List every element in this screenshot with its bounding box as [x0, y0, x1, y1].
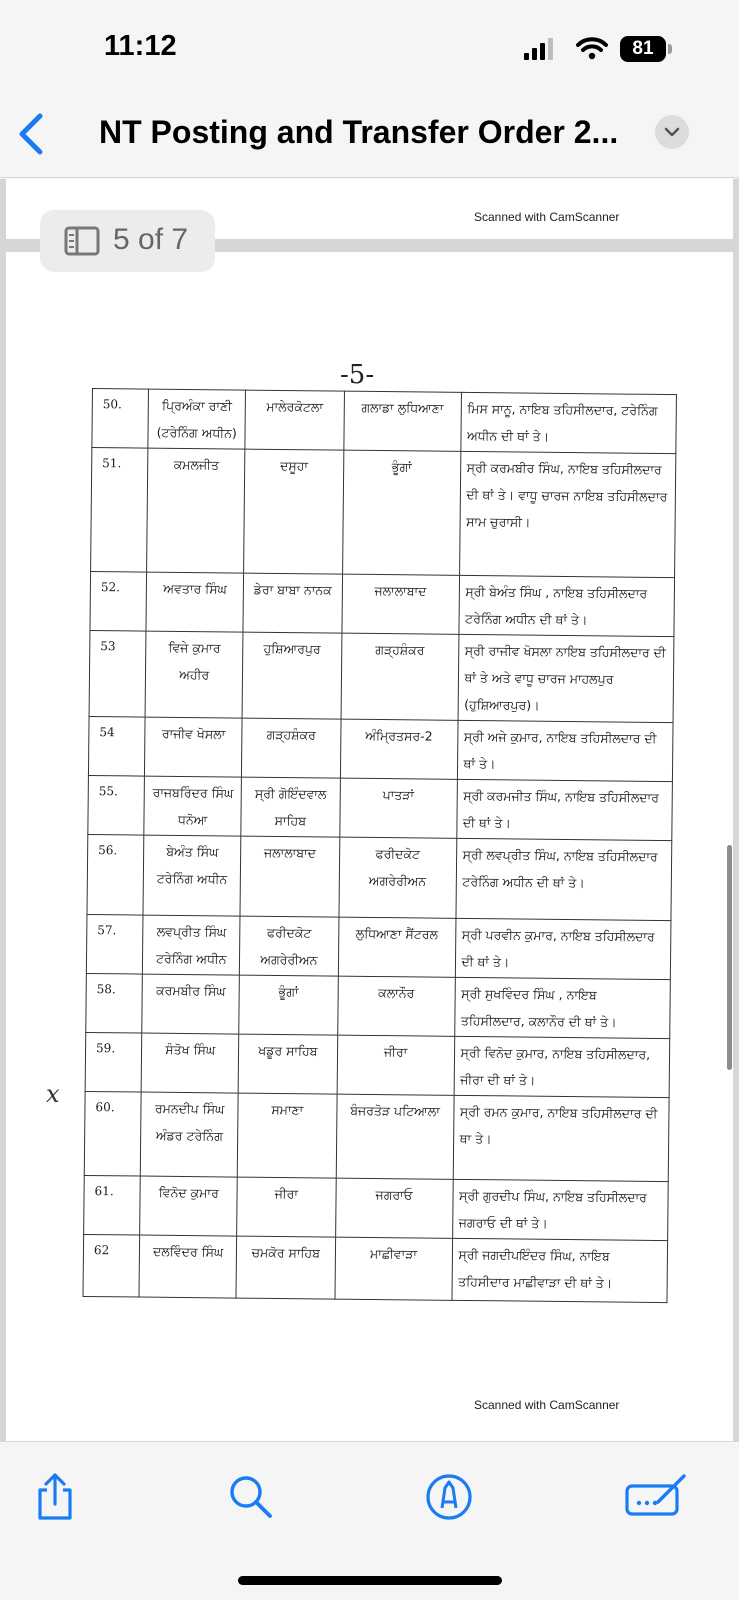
remarks-cell: ਸ੍ਰੀ ਕਰਮਜੀਤ ਸਿੰਘ, ਨਾਇਬ ਤਹਿਸੀਲਦਾਰ ਦੀ ਥਾਂ ਤੇ।: [456, 779, 672, 840]
to-posting-cell: ਪਾਤੜਾਂ: [340, 778, 457, 838]
remarks-cell: ਸ੍ਰੀ ਵਿਨੋਦ ਕੁਮਾਰ, ਨਾਇਬ ਤਹਿਸੀਲਦਾਰ, ਜੀਰਾ ਦੀ ਥਾਂ ਤੇ।: [454, 1036, 670, 1097]
table-row: [87, 834, 672, 920]
table-row: [88, 775, 673, 840]
table-row: [86, 914, 671, 979]
home-indicator: [238, 1576, 502, 1585]
from-posting-cell: ਭੂੰਗਾਂ: [239, 975, 338, 1035]
to-posting-cell: ਗਲਾਡਾ ਲੁਧਿਆਣਾ: [344, 391, 461, 451]
officer-name-cell: ਪ੍ਰਿਅੰਕਾ ਰਾਣੀ (ਟਰੇਨਿੰਗ ਅਧੀਨ): [148, 389, 245, 449]
to-posting-cell: ਮਾਛੀਵਾੜਾ: [335, 1237, 452, 1300]
table-row: [88, 716, 673, 781]
page-indicator-label: 5 of 7: [113, 223, 189, 256]
officer-name-cell: ਕਰਮਬੀਰ ਸਿੰਘ: [142, 974, 239, 1034]
table-row: [89, 630, 674, 722]
table-row: [86, 973, 671, 1038]
table-row: [90, 571, 675, 636]
serial-cell: 60.: [84, 1091, 141, 1176]
remarks-cell: ਸ੍ਰੀ ਲਵਪ੍ਰੀਤ ਸਿੰਘ, ਨਾਇਬ ਤਹਿਸੀਲਦਾਰ ਟਰੇਨਿੰਗ ਅਧੀਨ ਦੀ ਥਾਂ ਤੇ।: [455, 838, 671, 920]
from-posting-cell: ਖਡੂਰ ਸਾਹਿਬ: [238, 1034, 337, 1094]
remarks-cell: ਸ੍ਰੀ ਸੁਖਵਿੰਦਰ ਸਿੰਘ , ਨਾਇਬ ਤਹਿਸੀਲਦਾਰ, ਕਲਾਨੌਰ ਦੀ ਥਾਂ ਤੇ।: [454, 977, 670, 1038]
serial-cell: 61.: [84, 1175, 141, 1235]
officer-name-cell: ਬੇਅੰਤ ਸਿੰਘ ਟਰੇਨਿੰਗ ਅਧੀਨ: [143, 835, 240, 916]
scrollbar[interactable]: [727, 845, 732, 1070]
battery-icon: [620, 36, 672, 62]
annotate-button[interactable]: [624, 1472, 690, 1524]
to-posting-cell: ਅੰਮ੍ਰਿਤਸਰ-2: [340, 719, 457, 779]
table-row: [84, 1091, 669, 1181]
remarks-cell: ਸ੍ਰੀ ਜਗਦੀਪਇੰਦਰ ਸਿੰਘ, ਨਾਇਬ ਤਹਿਸੀਦਾਰ ਮਾਛੀਵਾੜਾ ਦੀ ਥਾਂ ਤੇ।: [451, 1238, 667, 1302]
serial-cell: 52.: [90, 571, 147, 631]
from-posting-cell: ਦਸੂਹਾ: [244, 449, 344, 574]
to-posting-cell: ਗੜ੍ਹਸ਼ੰਕਰ: [341, 633, 459, 720]
officer-name-cell: ਦਲਵਿੰਦਰ ਸਿੰਘ: [139, 1235, 236, 1298]
chevron-down-icon: [664, 126, 680, 138]
wifi-icon: [576, 36, 608, 60]
serial-cell: 59.: [85, 1032, 142, 1092]
serial-cell: 58.: [86, 973, 143, 1033]
to-posting-cell: ਫਰੀਦਕੋਟ ਅਗਰੇਰੀਅਨ: [339, 837, 457, 918]
to-posting-cell: ਲੁਧਿਆਣਾ ਸੈਂਟਰਲ: [338, 917, 455, 977]
back-button[interactable]: [14, 110, 50, 158]
to-posting-cell: ਜਲਾਲਾਬਾਦ: [342, 574, 459, 634]
page-number-mark: -5-: [340, 360, 375, 390]
table-row: [92, 389, 677, 454]
from-posting-cell: ਸਮਾਣਾ: [237, 1093, 337, 1178]
share-button[interactable]: [32, 1472, 84, 1524]
to-posting-cell: ਜਗਰਾਓ: [335, 1178, 452, 1238]
scan-watermark: Scanned with CamScanner: [474, 1398, 620, 1412]
serial-cell: 51.: [91, 448, 149, 573]
officer-name-cell: ਰਾਜੀਵ ਖੋਸਲਾ: [145, 717, 242, 777]
table-row: [83, 1234, 668, 1302]
remarks-cell: ਸ੍ਰੀ ਪਰਵੀਨ ਕੁਮਾਰ, ਨਾਇਬ ਤਹਿਸੀਲਦਾਰ ਦੀ ਥਾਂ ਤੇ।: [455, 918, 671, 979]
title-menu-button[interactable]: [655, 115, 689, 149]
from-posting-cell: ਚਮਕੋਰ ਸਾਹਿਬ: [236, 1236, 335, 1299]
page-indicator[interactable]: [40, 210, 215, 272]
to-posting-cell: ਜੀਰਾ: [337, 1035, 454, 1095]
to-posting-cell: ਭੂੰਗਾਂ: [342, 450, 460, 575]
from-posting-cell: ਡੇਰਾ ਬਾਬਾ ਨਾਨਕ: [243, 573, 342, 633]
remarks-cell: ਸ੍ਰੀ ਬੇਅੰਤ ਸਿੰਘ , ਨਾਇਬ ਤਹਿਸੀਲਦਾਰ ਟਰੇਨਿੰਗ ਅਧੀਨ ਦੀ ਥਾਂ ਤੇ।: [458, 575, 674, 636]
document-title[interactable]: NT Posting and Transfer Order 2...: [99, 114, 619, 150]
serial-cell: 62: [83, 1234, 140, 1297]
to-posting-cell: ਬੰਜਰਤੋੜ ਪਟਿਆਲਾ: [336, 1094, 454, 1179]
from-posting-cell: ਮਾਲੇਰਕੋਟਲਾ: [245, 390, 344, 450]
sidebar-icon: [64, 226, 100, 256]
remarks-cell: ਸ੍ਰੀ ਗੁਰਦੀਪ ਸਿੰਘ, ਨਾਇਬ ਤਹਿਸੀਲਦਾਰ ਜਗਰਾਓ ਦੀ ਥਾਂ ਤੇ।: [452, 1179, 668, 1240]
scan-watermark: Scanned with CamScanner: [474, 210, 620, 224]
status-bar: [0, 0, 739, 90]
status-time: 11:12: [104, 30, 177, 62]
table-row: [85, 1032, 670, 1097]
officer-name-cell: ਰਮਨਦੀਪ ਸਿੰਘ ਅੰਡਰ ਟਰੇਨਿੰਗ: [141, 1092, 239, 1177]
share-icon: [32, 1472, 78, 1522]
from-posting-cell: ਗੜ੍ਹਸ਼ੰਕਰ: [241, 718, 340, 778]
markup-button[interactable]: [424, 1472, 476, 1524]
chevron-left-icon: [14, 110, 50, 158]
search-icon: [226, 1472, 276, 1522]
remarks-cell: ਸ੍ਰੀ ਰਾਜੀਵ ਖੋਸਲਾ ਨਾਇਬ ਤਹਿਸੀਲਦਾਰ ਦੀ ਥਾਂ ਤੇ ਅਤੇ ਵਾਧੂ ਚਾਰਜ ਮਾਹਲਪੁਰ (ਹੁਸ਼ਿਆਰਪੁਰ)।: [458, 634, 674, 722]
from-posting-cell: ਸ੍ਰੀ ਗੋਇੰਦਵਾਲ ਸਾਹਿਬ: [241, 777, 340, 837]
margin-mark: x: [46, 1080, 60, 1108]
from-posting-cell: ਜੀਰਾ: [237, 1177, 336, 1237]
remarks-cell: ਸ੍ਰੀ ਕਰਮਬੀਰ ਸਿੰਘ, ਨਾਇਬ ਤਹਿਸੀਲਦਾਰ ਦੀ ਥਾਂ ਤੇ। ਵਾਧੂ ਚਾਰਜ ਨਾਇਬ ਤਹਿਸੀਲਦਾਰ ਸਾਮ ਚੁਰਾਸੀ।: [459, 451, 676, 577]
remarks-cell: ਮਿਸ ਸਾਨੂ, ਨਾਇਬ ਤਹਿਸੀਲਦਾਰ, ਟਰੇਨਿੰਗ ਅਧੀਨ ਦੀ ਥਾਂ ਤੇ।: [460, 392, 676, 453]
markup-pen-icon: [424, 1472, 474, 1522]
serial-cell: 53: [89, 630, 146, 717]
serial-cell: 55.: [88, 775, 145, 835]
battery-level: 81: [620, 36, 666, 62]
from-posting-cell: ਜਲਾਲਾਬਾਦ: [240, 836, 340, 917]
officer-name-cell: ਲਵਪ੍ਰੀਤ ਸਿੰਘ ਟਰੇਨਿੰਗ ਅਧੀਨ: [143, 915, 240, 975]
cellular-signal-icon: [524, 38, 556, 60]
officer-name-cell: ਸੰਤੋਖ ਸਿੰਘ: [142, 1033, 239, 1093]
table-row: [84, 1175, 669, 1240]
officer-name-cell: ਅਵਤਾਰ ਸਿੰਘ: [146, 572, 243, 632]
from-posting-cell: ਫਰੀਦਕੋਟ ਅਗਰੇਰੀਅਨ: [239, 916, 338, 976]
annotate-icon: [624, 1472, 690, 1522]
serial-cell: 50.: [92, 389, 149, 449]
remarks-cell: ਸ੍ਰੀ ਰਮਨ ਕੁਮਾਰ, ਨਾਇਬ ਤਹਿਸੀਲਦਾਰ ਦੀ ਥਾ ਤੇ।: [453, 1095, 669, 1181]
search-button[interactable]: [226, 1472, 278, 1524]
transfer-order-table: [82, 388, 676, 1303]
to-posting-cell: ਕਲਾਨੌਰ: [337, 976, 454, 1036]
nav-bar: [0, 90, 739, 178]
remarks-cell: ਸ੍ਰੀ ਅਜੇ ਕੁਮਾਰ, ਨਾਇਬ ਤਹਿਸੀਲਦਾਰ ਦੀ ਥਾਂ ਤੇ।: [457, 720, 673, 781]
officer-name-cell: ਕਮਲਜੀਤ: [147, 448, 245, 573]
officer-name-cell: ਰਾਜਬਰਿੰਦਰ ਸਿੰਘ ਧਨੋਆ: [144, 776, 241, 836]
table-row: [91, 448, 676, 578]
serial-cell: 57.: [86, 914, 143, 974]
officer-name-cell: ਵਿਜੇ ਕੁਮਾਰ ਅਹੀਰ: [145, 631, 243, 718]
officer-name-cell: ਵਿਨੋਦ ਕੁਮਾਰ: [140, 1176, 237, 1236]
serial-cell: 54: [88, 716, 145, 776]
serial-cell: 56.: [87, 834, 144, 915]
from-posting-cell: ਹੁਸ਼ਿਆਰਪੁਰ: [242, 632, 342, 719]
